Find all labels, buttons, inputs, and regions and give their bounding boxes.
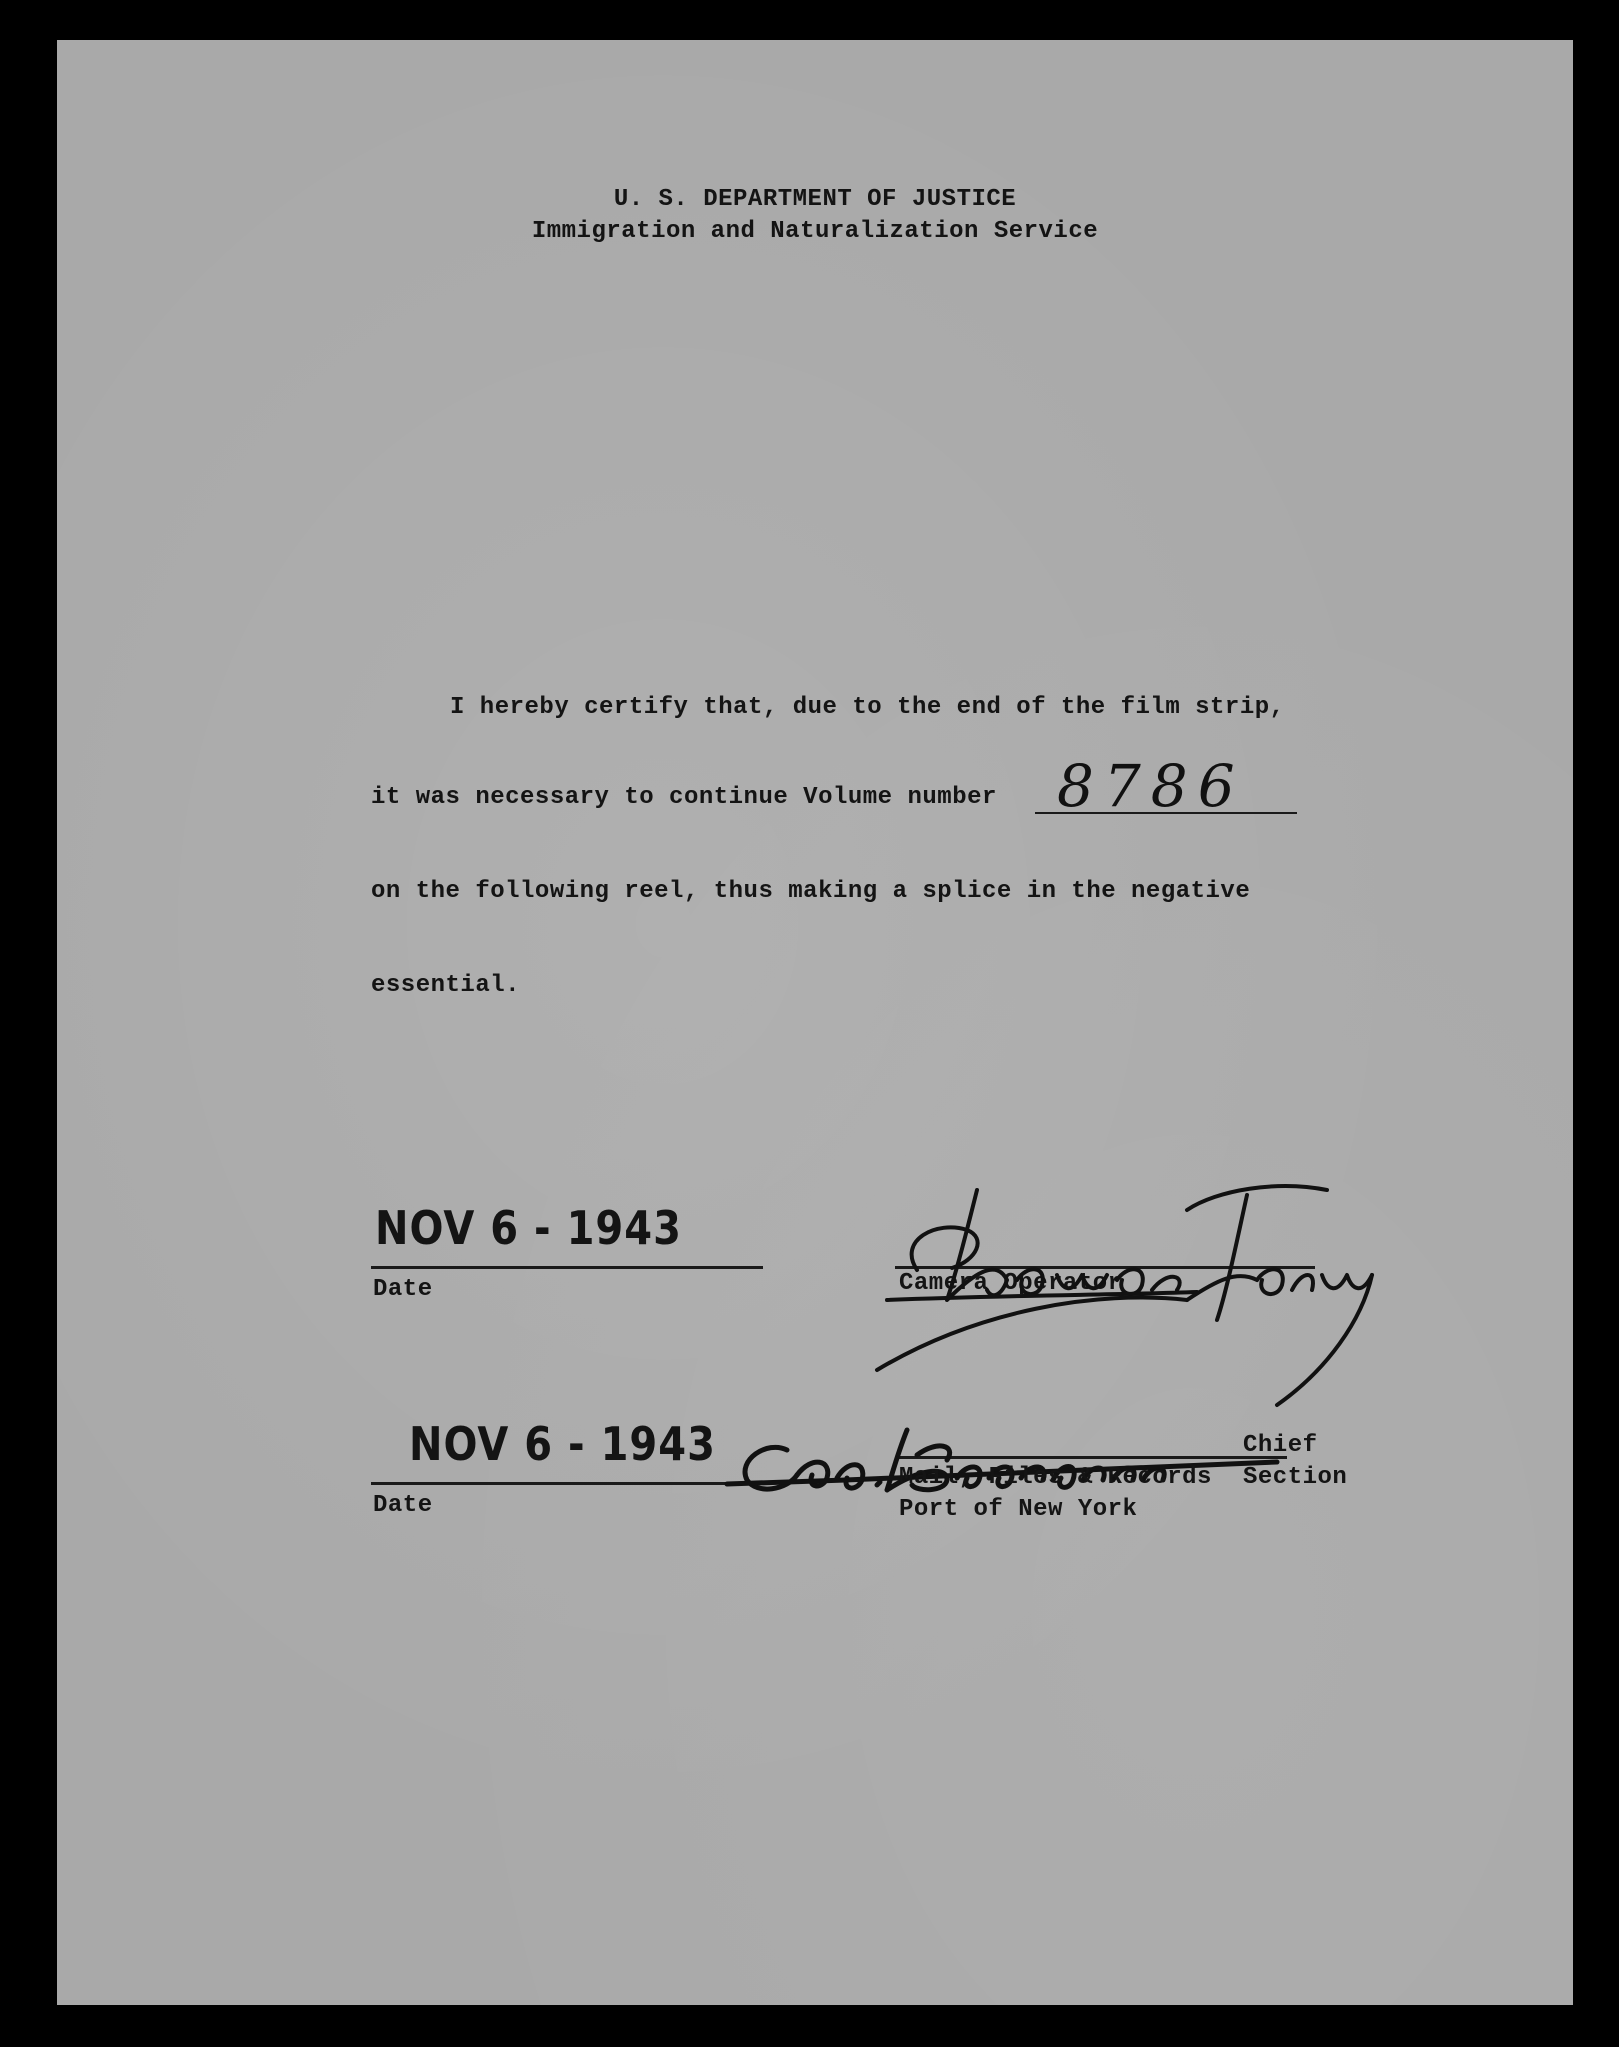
date-stamp-1: NOV 6 - 1943 bbox=[375, 1202, 682, 1256]
chief-label: Chief bbox=[1243, 1432, 1318, 1459]
date-line-2 bbox=[371, 1482, 763, 1485]
document-page bbox=[57, 40, 1573, 2005]
date-line-1 bbox=[371, 1266, 763, 1269]
volume-number-handwritten: 8786 bbox=[1057, 752, 1245, 820]
certification-line-4: essential. bbox=[371, 972, 521, 999]
camera-operator-signature bbox=[857, 1150, 1417, 1410]
certification-line-3: on the following reel, thus making a splice in the negative bbox=[371, 878, 1251, 905]
department-heading: U. S. DEPARTMENT OF JUSTICE bbox=[613, 186, 1017, 213]
date-label-2: Date bbox=[373, 1492, 433, 1519]
date-label-1: Date bbox=[373, 1276, 433, 1303]
date-stamp-2: NOV 6 - 1943 bbox=[409, 1418, 716, 1472]
service-heading: Immigration and Naturalization Service bbox=[531, 218, 1099, 245]
section-label: Section bbox=[1243, 1464, 1348, 1491]
title-line-1: Mail, Files & Records bbox=[899, 1464, 1212, 1491]
title-line-2: Port of New York bbox=[899, 1496, 1138, 1523]
certification-line-1: I hereby certify that, due to the end of the film strip, bbox=[450, 694, 1285, 721]
certification-line-2: it was necessary to continue Volume number bbox=[371, 784, 997, 811]
camera-operator-label: Camera Operator bbox=[899, 1270, 1123, 1297]
